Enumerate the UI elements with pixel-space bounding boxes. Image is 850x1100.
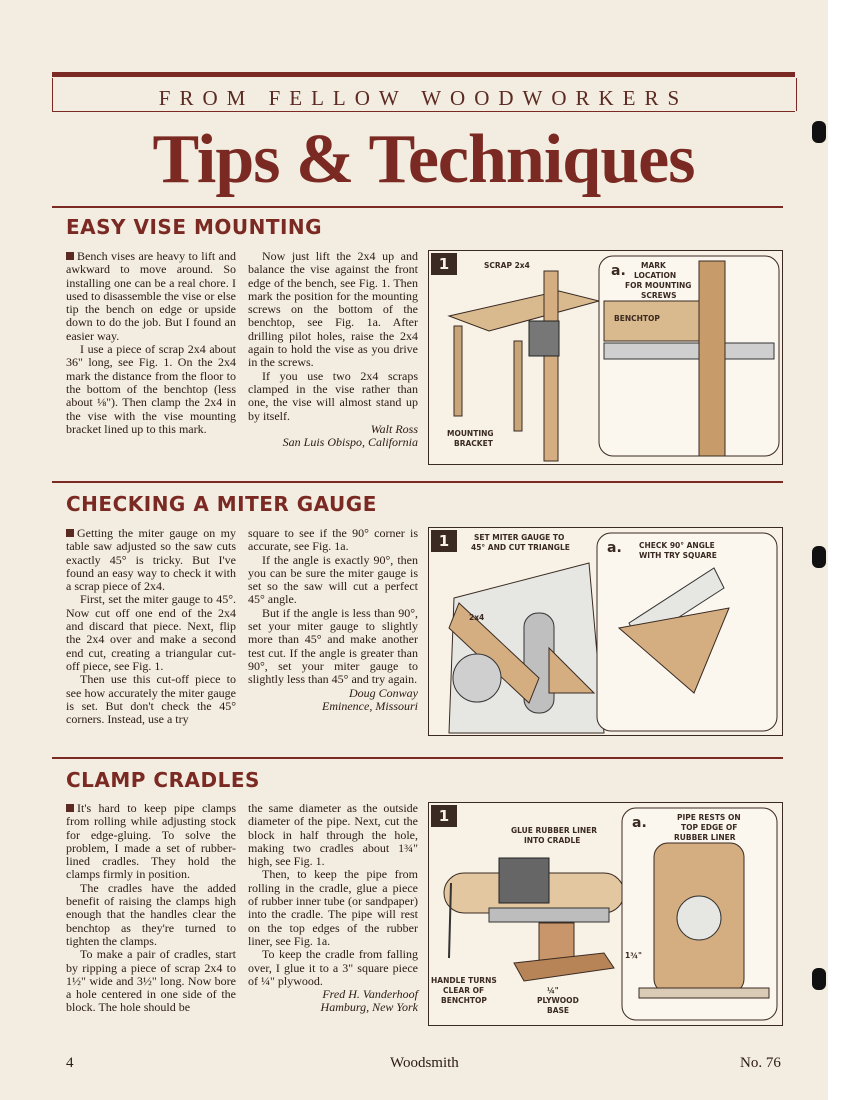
label-cut-triangle: 45° AND CUT TRIANGLE [471, 543, 570, 552]
article-column-1 [66, 527, 236, 726]
paragraph: square to see if the 90° corner is accurate, see Fig. 1a. [248, 526, 418, 554]
author-location: Hamburg, New York [320, 1000, 418, 1015]
bullet-icon [66, 804, 74, 812]
label-benchtop: BENCHTOP [614, 314, 660, 323]
author-name: Fred H. Vanderhoof [322, 987, 418, 1002]
paragraph: Then, to keep the pipe from rolling in the cradle, glue a piece of rubber inner tube (or sandpaper) into the cradle. The pipe will rest on the top edges of the rubber liner, see Fig. 1a. [248, 867, 418, 948]
label-for-mounting: FOR MOUNTING [625, 281, 692, 290]
label-scrap: SCRAP 2x4 [484, 261, 530, 270]
paragraph: To make a pair of cradles, start by ripping a piece of scrap 2x4 to 1½" wide and 3½" long. Now bore a hole centered in one side of the block. The hole should be [66, 947, 236, 1015]
paragraph: If you use two 2x4 scraps clamped in the vise rather than one, the vise will almost stand up by itself. [248, 368, 418, 423]
paragraph: If the angle is exactly 90°, then you can be sure the miter gauge is set so the saw will cut a perfect 45° angle. [248, 552, 418, 607]
cradle-illustration [429, 803, 782, 1025]
issue-number: No. 76 [740, 1055, 781, 1071]
figure-miter-gauge [428, 527, 783, 736]
section-heading: EASY VISE MOUNTING [66, 215, 323, 239]
figure-number: 1 [431, 805, 457, 827]
article-column-2 [248, 527, 418, 713]
figure-number: 1 [431, 530, 457, 552]
label-base: BASE [547, 1006, 570, 1015]
magazine-name: Woodsmith [390, 1055, 459, 1071]
paragraph: The cradles have the added benefit of raising the clamps high enough that the handles clear the benchtop as they're turned to tighten the clamps. [66, 880, 236, 948]
label-location: LOCATION [634, 271, 677, 280]
figure-number: 1 [431, 253, 457, 275]
paragraph: Bench vises are heavy to lift and awkward to move around. So installing one can be a real chore. I used to disassemble the vise or else tip the bench on edge or upside down to do the job. But I found an easier way. [66, 249, 236, 343]
section-kicker: FROM FELLOW WOODWORKERS [158, 86, 689, 110]
label-sub: a. [607, 540, 622, 556]
section-rule [52, 206, 783, 208]
paragraph: the same diameter as the outside diameter of the pipe. Next, cut the block in half through the hole, making two cradles about 1¾" high, see Fig. 1. [248, 801, 418, 869]
author-location: San Luis Obispo, California [282, 435, 418, 450]
paragraph: To keep the cradle from falling over, I glue it to a 3" square piece of ¼" plywood. [248, 947, 418, 988]
miter-illustration [429, 528, 782, 735]
label-mark: MARK [641, 261, 666, 270]
page-title: Tips & Techniques [152, 121, 695, 198]
figure-clamp-cradle [428, 802, 783, 1026]
label-clear-of: CLEAR OF [443, 986, 485, 995]
paragraph: Now just lift the 2x4 up and balance the vise against the front edge of the bench, see Fig. 1. Then mark the position for the mounting screws on the bottom of the benchtop, see Fig. 1a. After drilling pilot holes, raise the 2x4 again to hold the vise as you drive in the screws. [248, 249, 418, 370]
author-name: Walt Ross [370, 421, 418, 436]
paragraph: I use a piece of scrap 2x4 about 36" long, see Fig. 1. On the 2x4 mark the distance from the floor to the bottom of the benchtop (less about ⅛"). Then clamp the 2x4 in the vise with the vise mounting bracket lined up to this mark. [66, 342, 236, 436]
label-top-edge: TOP EDGE OF [681, 823, 738, 832]
label-bracket: BRACKET [454, 439, 493, 448]
header-rule-top [52, 72, 795, 77]
label-pipe-rests: PIPE RESTS ON [677, 813, 741, 822]
section-rule [52, 481, 783, 483]
label-set-miter: SET MITER GAUGE TO [474, 533, 565, 542]
label-into-cradle: INTO CRADLE [524, 836, 581, 845]
article-column-2 [248, 250, 418, 449]
paragraph: Getting the miter gauge on my table saw adjusted so the saw cuts exactly 45° is tricky. But I've found an easy way to check it with a scrap piece of 2x4. [66, 526, 236, 594]
bullet-icon [66, 252, 74, 260]
label-benchtop: BENCHTOP [441, 996, 487, 1005]
label-sub: a. [632, 815, 647, 831]
paragraph: Then use this cut-off piece to see how accurately the miter gauge is set. But don't check the 45° corners. Instead, use a try [66, 672, 236, 727]
label-try-square: WITH TRY SQUARE [639, 551, 717, 560]
figure-vise-mounting [428, 250, 783, 465]
label-check-angle: CHECK 90° ANGLE [639, 541, 715, 550]
label-quarter-inch: ¼" [547, 986, 559, 995]
label-mounting: MOUNTING [447, 429, 494, 438]
label-screws: SCREWS [641, 291, 677, 300]
article-column-1 [66, 802, 236, 1015]
label-dimension: 1¾" [625, 951, 642, 960]
section-heading: CLAMP CRADLES [66, 768, 260, 792]
binder-hole [812, 968, 826, 990]
label-glue-liner: GLUE RUBBER LINER [511, 826, 598, 835]
article-column-1 [66, 250, 236, 436]
author-location: Eminence, Missouri [322, 698, 418, 713]
paragraph: It's hard to keep pipe clamps from rolling while adjusting stock for edge-gluing. To solve the problem, I made a set of rubber-lined cradles. They hold the clamps firmly in position. [66, 801, 236, 882]
vise-illustration [429, 251, 782, 464]
label-2x4: 2x4 [469, 613, 485, 622]
label-rubber-liner: RUBBER LINER [674, 833, 736, 842]
article-column-2 [248, 802, 418, 1015]
paragraph: First, set the miter gauge to 45°. Now cut off one end of the 2x4 and discard that piece. Next, flip the 2x4 over and make a second end cut, creating a triangular cut-off piece, see Fig. 1. [66, 592, 236, 673]
header-rule-bottom [52, 111, 795, 112]
section-rule [52, 757, 783, 759]
bullet-icon [66, 529, 74, 537]
page-number: 4 [66, 1055, 74, 1071]
page-edge [828, 0, 850, 1100]
paragraph: But if the angle is less than 90°, set your miter gauge to slightly more than 45° and make another test cut. If the angle is greater than 90°, set your miter gauge to slightly less than 45° and try again. [248, 605, 418, 687]
binder-hole [812, 546, 826, 568]
author-name: Doug Conway [349, 685, 418, 700]
section-heading: CHECKING A MITER GAUGE [66, 492, 377, 516]
label-handle-turns: HANDLE TURNS [431, 976, 497, 985]
binder-hole [812, 121, 826, 143]
label-plywood: PLYWOOD [537, 996, 579, 1005]
label-sub: a. [611, 263, 626, 279]
